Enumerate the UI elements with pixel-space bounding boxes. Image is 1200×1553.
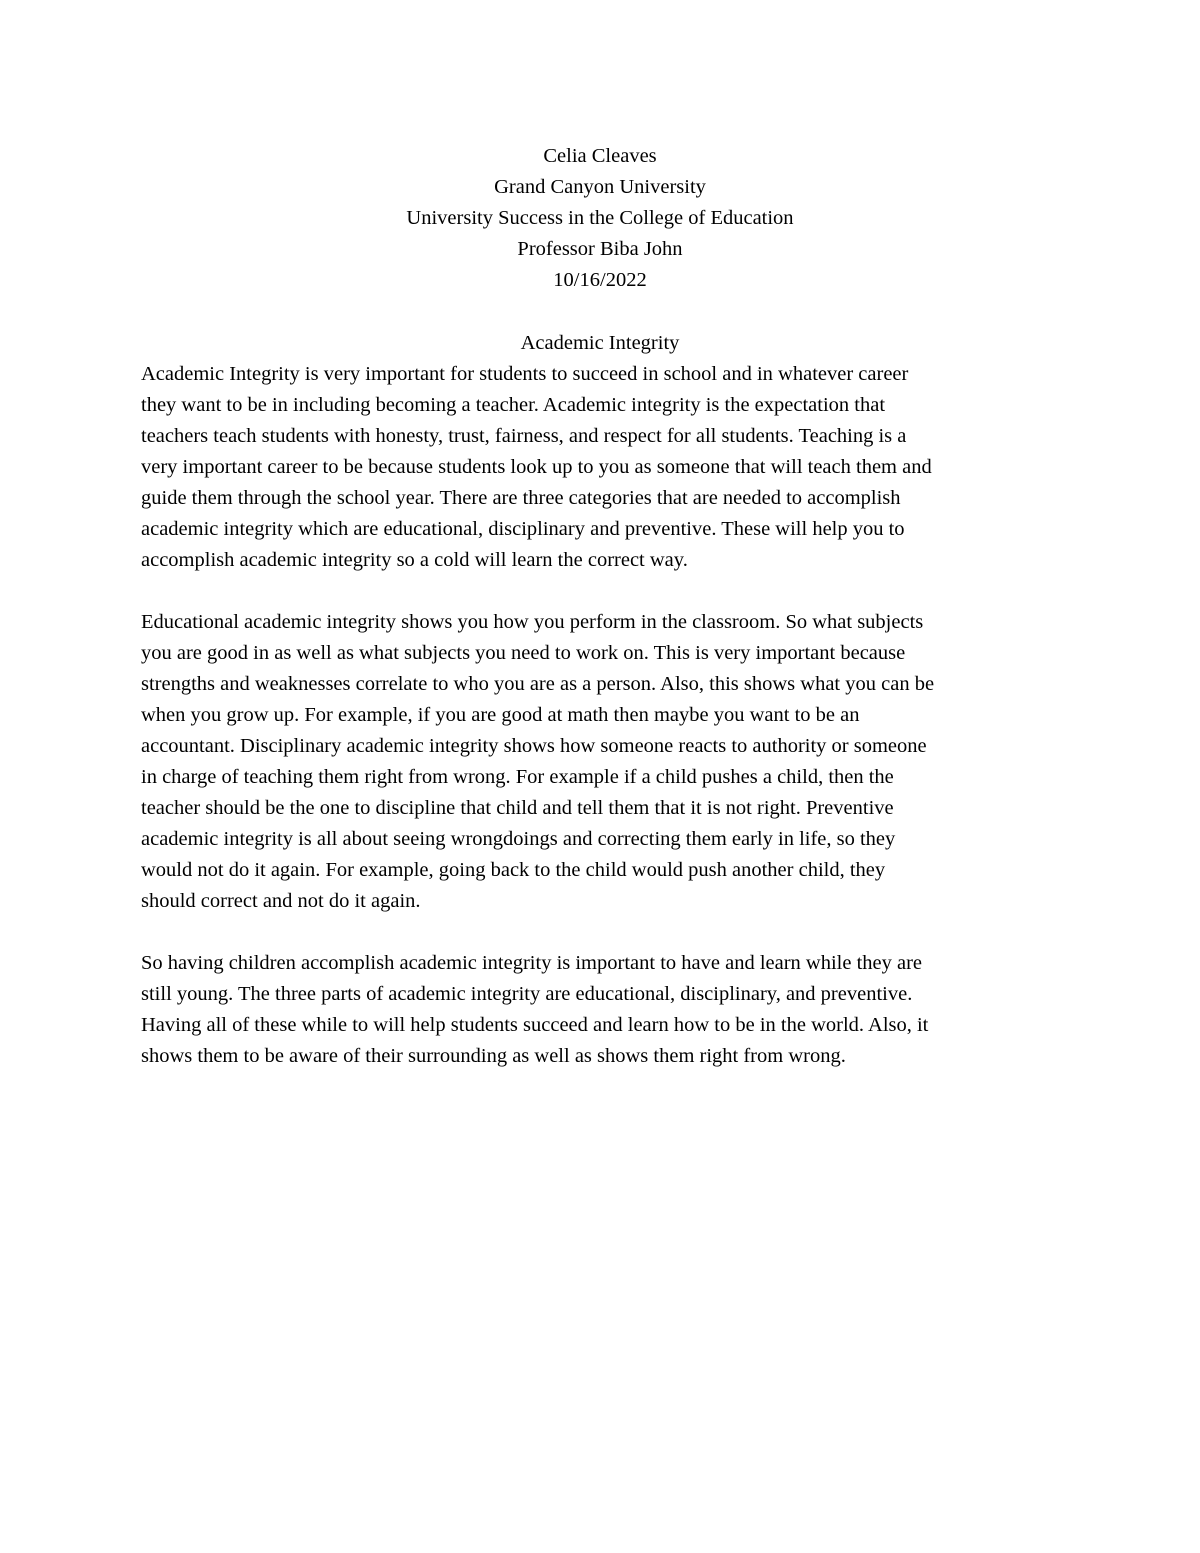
paragraph-line: teachers teach students with honesty, trust, fairness, and respect for all students. Teaching is a (141, 425, 907, 447)
professor-name: Professor Biba John (517, 238, 683, 260)
paragraph-line: would not do it again. For example, going back to the child would push another child, they (141, 859, 886, 881)
paragraph-line: academic integrity is all about seeing wrongdoings and correcting them early in life, so they (141, 828, 896, 850)
paragraph-line: very important career to be because students look up to you as someone that will teach them and (141, 456, 932, 478)
paragraph-line: Educational academic integrity shows you how you perform in the classroom. So what subjects (141, 611, 924, 633)
paragraph-line: you are good in as well as what subjects you need to work on. This is very important because (141, 642, 906, 664)
paragraph-line: academic integrity which are educational, disciplinary and preventive. These will help you to (141, 518, 905, 540)
paragraph-line: when you grow up. For example, if you are good at math then maybe you want to be an (141, 704, 860, 726)
paragraph-line: teacher should be the one to discipline that child and tell them that it is not right. Preventive (141, 797, 894, 819)
paragraph-line: Academic Integrity is very important for students to succeed in school and in whatever career (141, 363, 909, 385)
paragraph-line: accountant. Disciplinary academic integrity shows how someone reacts to authority or someone (141, 735, 927, 757)
document-date: 10/16/2022 (553, 269, 647, 291)
paragraph-conclusion (141, 948, 1071, 1072)
paragraph-introduction (141, 359, 1071, 576)
paragraph-line: they want to be in including becoming a teacher. Academic integrity is the expectation that (141, 394, 886, 416)
course-name: University Success in the College of Education (406, 207, 794, 229)
paragraph-line: in charge of teaching them right from wrong. For example if a child pushes a child, then the (141, 766, 894, 788)
document-title: Academic Integrity (520, 332, 680, 354)
paragraph-line: still young. The three parts of academic integrity are educational, disciplinary, and preventive. (141, 983, 913, 1005)
paragraph-body (141, 607, 1071, 917)
paragraph-line: guide them through the school year. There are three categories that are needed to accomplish (141, 487, 901, 509)
paragraph-line: strengths and weaknesses correlate to who you are as a person. Also, this shows what you can be (141, 673, 935, 695)
paragraph-line: So having children accomplish academic integrity is important to have and learn while they are (141, 952, 923, 974)
author-name: Celia Cleaves (543, 145, 657, 167)
paragraph-line: shows them to be aware of their surrounding as well as shows them right from wrong. (141, 1045, 846, 1067)
paragraph-line: accomplish academic integrity so a cold will learn the correct way. (141, 549, 688, 571)
header-block (0, 141, 1200, 296)
paragraph-line: Having all of these while to will help students succeed and learn how to be in the world. Also, it (141, 1014, 929, 1036)
paragraph-line: should correct and not do it again. (141, 890, 421, 912)
institution-name: Grand Canyon University (494, 176, 706, 198)
